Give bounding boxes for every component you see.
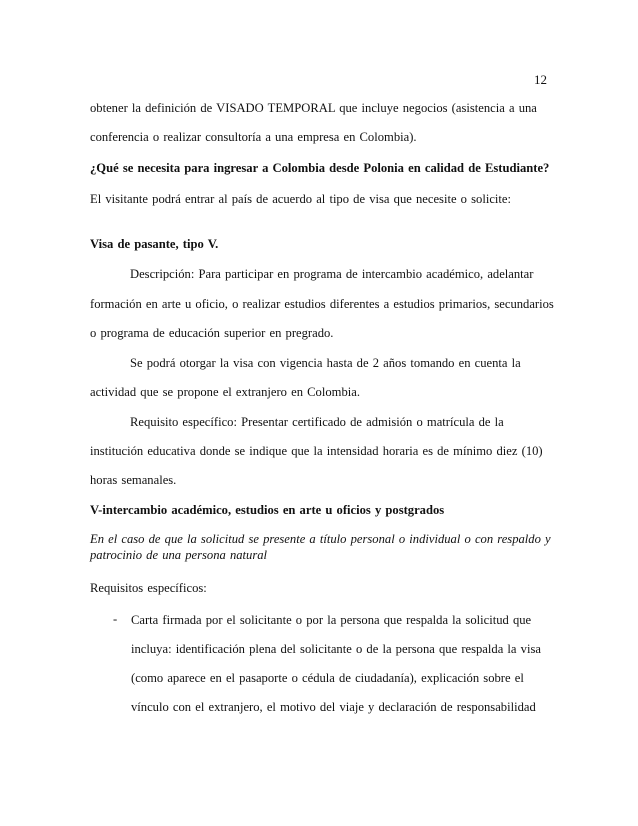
italic-subheading-line: patrocinio de una persona natural <box>90 548 268 562</box>
paragraph-line: Requisito específico: Presentar certificado de admisión o matrícula de la <box>130 415 504 429</box>
paragraph-line: actividad que se propone el extranjero en Colombia. <box>90 385 360 399</box>
list-item-line: (como aparece en el pasaporte o cédula de ciudadanía), explicación sobre el <box>131 671 524 685</box>
paragraph-line: Se podrá otorgar la visa con vigencia hasta de 2 años tomando en cuenta la <box>130 356 521 370</box>
paragraph-line: o programa de educación superior en pregrado. <box>90 326 334 340</box>
paragraph-line: horas semanales. <box>90 473 177 487</box>
requirements-label: Requisitos específicos: <box>90 581 207 595</box>
paragraph-line: formación en arte u oficio, o realizar estudios diferentes a estudios primarios, secundarios <box>90 297 554 311</box>
paragraph-line: obtener la definición de VISADO TEMPORAL que incluye negocios (asistencia a una <box>90 101 537 115</box>
paragraph-line: conferencia o realizar consultoría a una empresa en Colombia). <box>90 130 417 144</box>
list-item-line: vínculo con el extranjero, el motivo del viaje y declaración de responsabilidad <box>131 700 536 714</box>
page-number: 12 <box>534 72 547 87</box>
section-heading-question: ¿Qué se necesita para ingresar a Colombia desde Polonia en calidad de Estudiante? <box>90 161 550 175</box>
list-item-line: incluya: identificación plena del solicitante o de la persona que respalda la visa <box>131 642 541 656</box>
paragraph-line: El visitante podrá entrar al país de acuerdo al tipo de visa que necesite o solicite: <box>90 192 512 206</box>
italic-subheading-line: En el caso de que la solicitud se presente a título personal o individual o con respaldo y <box>90 532 551 546</box>
subsection-heading: V-intercambio académico, estudios en arte u oficios y postgrados <box>90 503 445 517</box>
visa-type-heading: Visa de pasante, tipo V. <box>90 237 219 251</box>
list-bullet-dash: - <box>113 612 118 626</box>
list-item-line: Carta firmada por el solicitante o por la persona que respalda la solicitud que <box>131 613 532 627</box>
paragraph-line: institución educativa donde se indique que la intensidad horaria es de mínimo diez (10) <box>90 444 543 458</box>
paragraph-line: Descripción: Para participar en programa de intercambio académico, adelantar <box>130 267 534 281</box>
